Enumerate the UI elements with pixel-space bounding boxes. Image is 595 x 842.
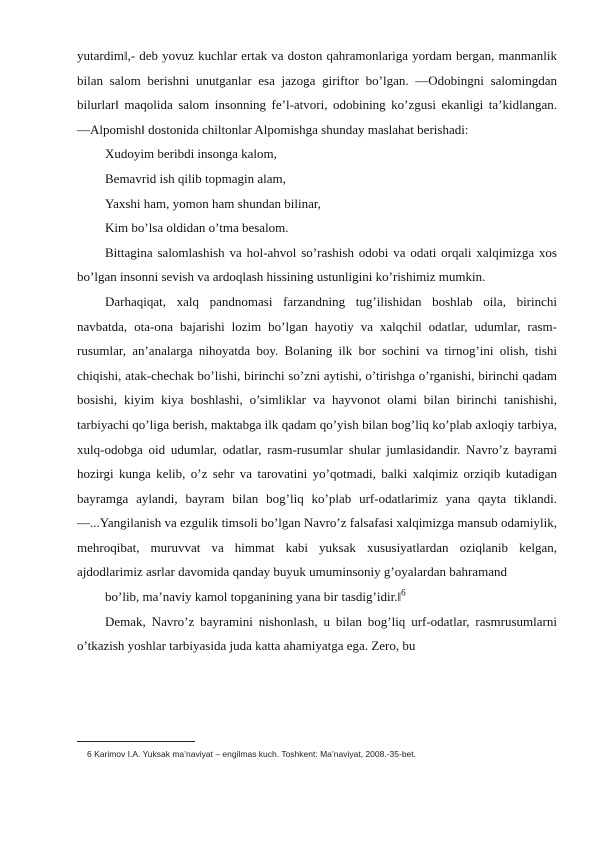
paragraph-quote-end (77, 585, 557, 610)
paragraph-customs: Darhaqiqat, xalq pandnomasi farzandning tug’ilishidan boshlab oila, birinchi navbatda, ota-ona bajarishi lozim bo’lgan hayotiy va xalqchil odatlar, udumlar, rasm-rusumlar, an’analarga nihoyatda boy. Bolaning ilk bor sochini va tirnog’ini olish, tishi chiqishi, atak-chechak bo’lishi, birinchi so’zni aytishi, o’tirishga o’rganishi, birinchi qadam bosishi, kiyim kiya boshlashi, o’simliklar va hayvonot olami bilan birinchi tanishishi, tarbiyachi qo’liga berish, maktabga ilk qadam qo’yish bilan bog’liq ko’plab axloqiy tarbiya, xulq-odobga oid udumlar, odatlar, rasm-rusumlar shular jumlasidandir. Navro’z bayrami hozirgi kunga kelib, o’z sehr va tarovatini yo’qotmadi, balki xalqimiz orziqib kutadigan bayramga aylandi, bayram bilan bog’liq ko’plab urf-odatlarimiz yana qayta tiklandi. ―...Yangilanish va ezgulik timsoli bo’lgan Navro’z falsafasi xalqimizga mansub odamiylik, mehroqibat, muruvvat va himmat kabi yuksak xususiyatlardan oziqlanib kelgan, ajdodlarimiz asrlar davomida qanday buyuk umuminsoniy g’oyalardan bahramand (77, 293, 557, 580)
footnote-reference[interactable]: 6 (401, 587, 406, 598)
paragraph-conclusion: Demak, Navro’z bayramini nishonlash, u bilan bog’liq urf-odatlar, rasmrusumlarni o’tkazish yoshlar tarbiyasida juda katta ahamiyatga ega. Zero, bu (77, 613, 557, 654)
verse-line-2: Bemavrid ish qilib topmagin alam, (105, 170, 286, 186)
verse-line-3: Yaxshi ham, yomon ham shundan bilinar, (105, 195, 321, 211)
verse-line-4: Kim bo’lsa oldidan o’tma besalom. (105, 220, 289, 236)
paragraph-intro: yutardim‖,- deb yovuz kuchlar ertak va doston qahramonlariga yordam bergan, manmanlik bilan salom berishni unutganlar esa jazoga giriftor bo’lgan. ―Odobingni salomingdan bilurlar‖ maqolida salom insonning fe’l-atvori, odobining ko’zgusi ekanligi ta’kidlangan. ―Alpomish‖ dostonida chiltonlar Alpomishga shunday maslahat berishadi: (77, 48, 557, 137)
paragraph-greeting: Bittagina salomlashish va hol-ahvol so’rashish odobi va odati orqali xalqimizga xos bo’lgan insonni sevish va ardoqlash hissining ustunligini ko’rishimiz mumkin. (77, 244, 557, 285)
verse-line-1: Xudoyim beribdi insonga kalom, (105, 146, 277, 162)
body-text (77, 44, 557, 659)
quote-end-text: bo’lib, ma’naviy kamol topganining yana bir tasdig’idir.‖ (105, 589, 402, 605)
footnote: 6 Karimov I.A. Yuksak ma’naviyat – engilmas kuch. Toshkent: Ma’naviyat, 2008.-35-bet. (87, 749, 416, 759)
footnote-divider (77, 741, 195, 742)
